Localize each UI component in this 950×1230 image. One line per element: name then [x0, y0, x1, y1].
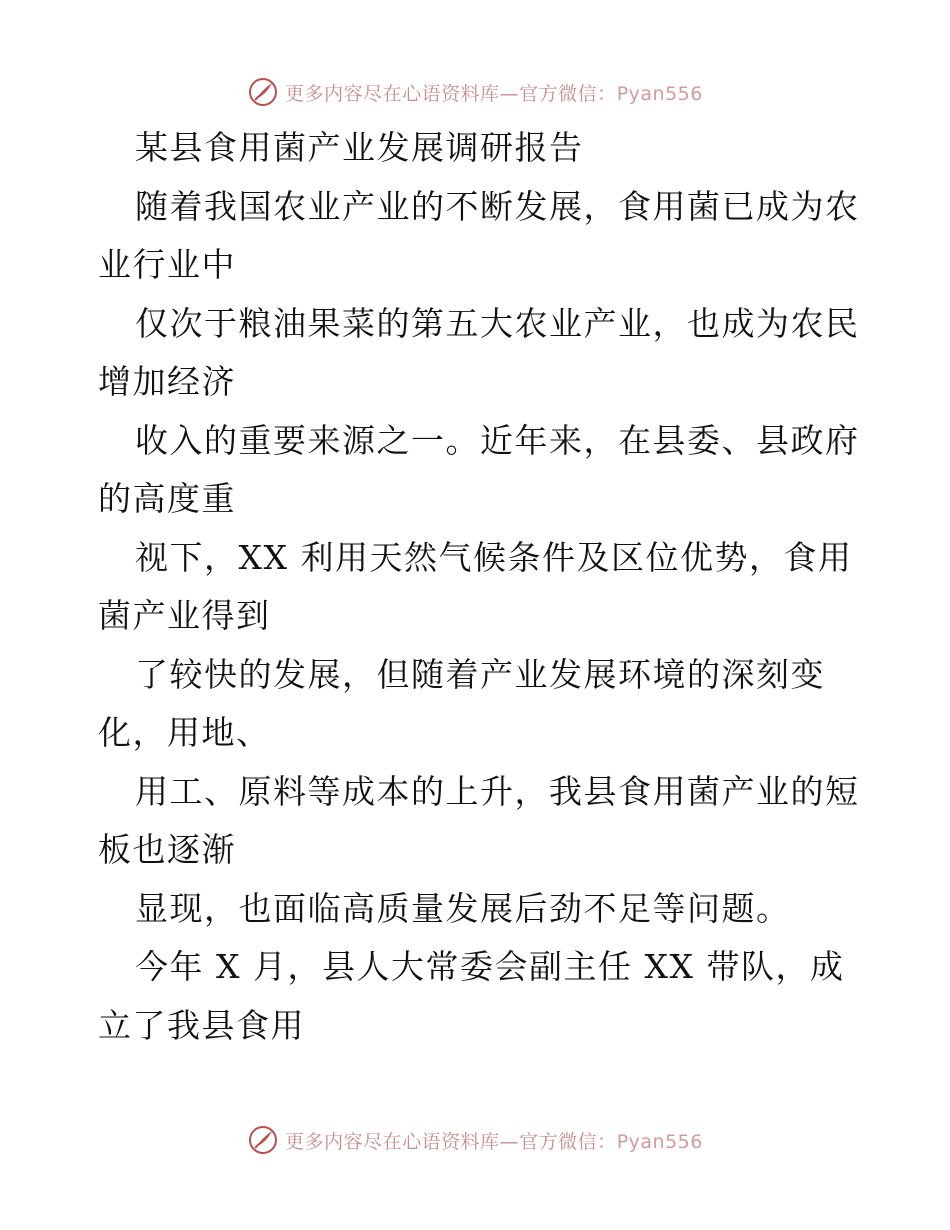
- text-line: 增加经济: [98, 362, 236, 401]
- text-line: 收入的重要来源之一。近年来，在县委、县政府: [135, 420, 860, 460]
- text-line: 立了我县食用: [98, 1005, 305, 1045]
- text-line: 的高度重: [98, 479, 236, 518]
- text-line: 了较快的发展，但随着产业发展环境的深刻变: [135, 654, 825, 694]
- watermark-text: [285, 1127, 703, 1154]
- text-line: 随着我国农业产业的不断发展，食用菌已成为农: [135, 186, 860, 226]
- watermark-label: 官方微信：: [519, 1130, 617, 1153]
- quill-pen-logo-icon: [247, 1124, 279, 1156]
- text-line: 板也逐渐: [98, 830, 236, 869]
- quill-pen-logo-icon: [247, 76, 279, 108]
- watermark-id: Pyan556: [616, 82, 703, 105]
- watermark-separator: —: [499, 1130, 520, 1153]
- text-line: 显现，也面临高质量发展后劲不足等问题。: [135, 888, 791, 928]
- text-line: 菌产业得到: [98, 596, 271, 635]
- document-body: [98, 119, 858, 1055]
- watermark-id: Pyan556: [616, 1130, 703, 1153]
- watermark-label: 官方微信：: [519, 82, 617, 105]
- watermark-separator: —: [499, 82, 520, 105]
- watermark-main: 更多内容尽在心语资料库: [285, 1130, 500, 1153]
- text-line: 视下，XX 利用天然气候条件及区位优势，食用: [135, 537, 853, 577]
- watermark-main: 更多内容尽在心语资料库: [285, 82, 500, 105]
- text-line: 用工、原料等成本的上升，我县食用菌产业的短: [135, 771, 860, 811]
- text-line: 业行业中: [98, 245, 236, 284]
- watermark-text: [285, 79, 703, 106]
- text-line: 化，用地、: [98, 713, 271, 752]
- document-title: 某县食用菌产业发展调研报告: [135, 128, 584, 167]
- footer-watermark: [0, 1120, 950, 1160]
- text-line: 仅次于粮油果菜的第五大农业产业，也成为农民: [135, 303, 860, 343]
- header-watermark: [0, 72, 950, 112]
- text-line: 今年 X 月，县人大常委会副主任 XX 带队，成: [135, 947, 845, 986]
